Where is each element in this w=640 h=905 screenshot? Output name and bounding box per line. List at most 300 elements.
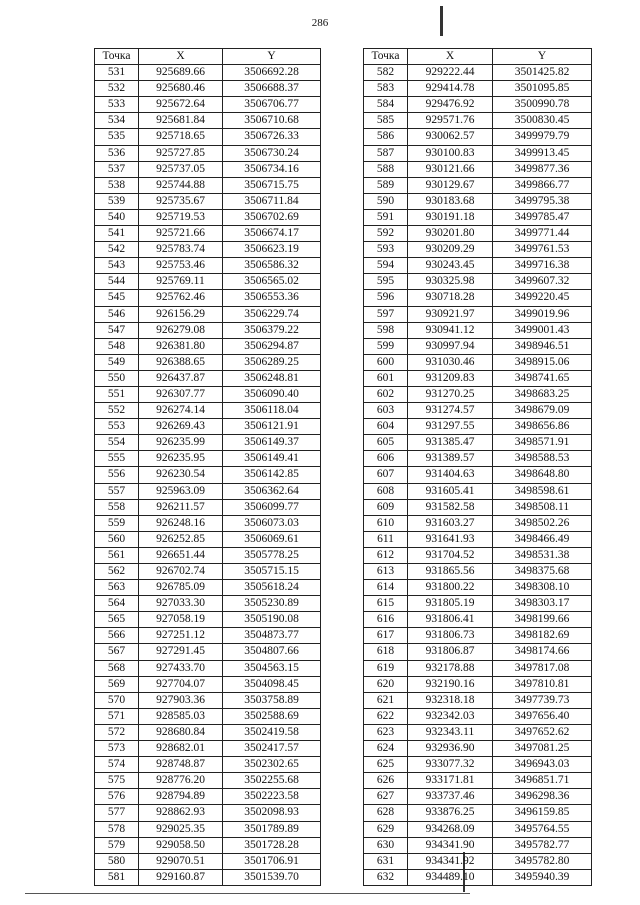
coordinates-table-left: [94, 48, 321, 886]
cell-point: 573: [95, 741, 139, 757]
table-row: [364, 531, 592, 547]
table-row: [95, 531, 321, 547]
cell-x: 926235.99: [139, 435, 223, 451]
cell-point: 612: [364, 547, 408, 563]
cell-x: 931806.87: [408, 644, 493, 660]
cell-x: 929058.50: [139, 837, 223, 853]
table-row: [364, 403, 592, 419]
cell-y: 3499607.32: [493, 274, 592, 290]
cell-y: 3506692.28: [223, 65, 321, 81]
cell-x: 930209.29: [408, 242, 493, 258]
cell-y: 3496851.71: [493, 773, 592, 789]
cell-y: 3499716.38: [493, 258, 592, 274]
cell-point: 571: [95, 708, 139, 724]
table-row: [364, 354, 592, 370]
cell-x: 926702.74: [139, 564, 223, 580]
cell-x: 928776.20: [139, 773, 223, 789]
table-row: [95, 242, 321, 258]
cell-y: 3506586.32: [223, 258, 321, 274]
cell-x: 930201.80: [408, 226, 493, 242]
table-row: [364, 81, 592, 97]
cell-x: 931704.52: [408, 547, 493, 563]
table-row: [95, 338, 321, 354]
cell-y: 3506121.91: [223, 419, 321, 435]
cell-point: 627: [364, 789, 408, 805]
cell-point: 631: [364, 853, 408, 869]
cell-y: 3506294.87: [223, 338, 321, 354]
table-row: [364, 692, 592, 708]
cell-point: 624: [364, 741, 408, 757]
table-row: [364, 869, 592, 885]
cell-y: 3498508.11: [493, 499, 592, 515]
cell-point: 570: [95, 692, 139, 708]
cell-y: 3499220.45: [493, 290, 592, 306]
cell-y: 3506248.81: [223, 370, 321, 386]
cell-point: 626: [364, 773, 408, 789]
table-row: [364, 97, 592, 113]
cell-point: 557: [95, 483, 139, 499]
cell-point: 550: [95, 370, 139, 386]
cell-point: 552: [95, 403, 139, 419]
cell-x: 927033.30: [139, 596, 223, 612]
cell-point: 607: [364, 467, 408, 483]
cell-point: 599: [364, 338, 408, 354]
cell-point: 545: [95, 290, 139, 306]
cell-y: 3506069.61: [223, 531, 321, 547]
cell-point: 576: [95, 789, 139, 805]
cell-y: 3501728.28: [223, 837, 321, 853]
table-row: [364, 547, 592, 563]
header-point: Точка: [364, 49, 408, 65]
table-row: [95, 612, 321, 628]
header-x: X: [408, 49, 493, 65]
cell-x: 926230.54: [139, 467, 223, 483]
cell-y: 3506734.16: [223, 161, 321, 177]
cell-point: 541: [95, 226, 139, 242]
cell-y: 3499877.36: [493, 161, 592, 177]
cell-point: 606: [364, 451, 408, 467]
cell-y: 3500990.78: [493, 97, 592, 113]
cell-y: 3497810.81: [493, 676, 592, 692]
table-row: [95, 65, 321, 81]
table-row: [364, 499, 592, 515]
cell-point: 531: [95, 65, 139, 81]
cell-y: 3499785.47: [493, 209, 592, 225]
cell-y: 3499019.96: [493, 306, 592, 322]
cell-y: 3497739.73: [493, 692, 592, 708]
cell-x: 926269.43: [139, 419, 223, 435]
cell-point: 579: [95, 837, 139, 853]
cell-x: 926248.16: [139, 515, 223, 531]
cell-point: 560: [95, 531, 139, 547]
cell-point: 632: [364, 869, 408, 885]
table-row: [364, 741, 592, 757]
cell-point: 593: [364, 242, 408, 258]
table-row: [95, 676, 321, 692]
scan-edge-line: [25, 893, 470, 894]
table-row: [95, 499, 321, 515]
cell-point: 546: [95, 306, 139, 322]
cell-x: 925718.65: [139, 129, 223, 145]
cell-x: 932936.90: [408, 741, 493, 757]
table-row: [364, 306, 592, 322]
cell-x: 930129.67: [408, 177, 493, 193]
cell-x: 931209.83: [408, 370, 493, 386]
table-body-left: [95, 65, 321, 886]
table-row: [95, 113, 321, 129]
cell-x: 925737.05: [139, 161, 223, 177]
cell-x: 932190.16: [408, 676, 493, 692]
table-row: [364, 564, 592, 580]
table-row: [95, 403, 321, 419]
cell-point: 614: [364, 580, 408, 596]
table-row: [364, 789, 592, 805]
cell-y: 3498303.17: [493, 596, 592, 612]
cell-x: 925681.84: [139, 113, 223, 129]
table-row: [364, 660, 592, 676]
cell-x: 926279.08: [139, 322, 223, 338]
cell-x: 925719.53: [139, 209, 223, 225]
cell-point: 629: [364, 821, 408, 837]
table-row: [95, 724, 321, 740]
table-row: [364, 113, 592, 129]
table-row: [364, 65, 592, 81]
cell-point: 561: [95, 547, 139, 563]
cell-point: 609: [364, 499, 408, 515]
cell-x: 931800.22: [408, 580, 493, 596]
cell-point: 590: [364, 193, 408, 209]
cell-x: 931270.25: [408, 386, 493, 402]
cell-x: 926785.09: [139, 580, 223, 596]
table-row: [364, 435, 592, 451]
cell-point: 583: [364, 81, 408, 97]
table-row: [364, 274, 592, 290]
cell-x: 925963.09: [139, 483, 223, 499]
table-row: [95, 306, 321, 322]
table-row: [95, 386, 321, 402]
cell-x: 925689.66: [139, 65, 223, 81]
table-row: [364, 757, 592, 773]
cell-x: 932318.18: [408, 692, 493, 708]
cell-y: 3506379.22: [223, 322, 321, 338]
table-row: [95, 226, 321, 242]
cell-y: 3497656.40: [493, 708, 592, 724]
cell-point: 594: [364, 258, 408, 274]
cell-point: 623: [364, 724, 408, 740]
cell-x: 932342.03: [408, 708, 493, 724]
cell-point: 566: [95, 628, 139, 644]
cell-point: 532: [95, 81, 139, 97]
cell-point: 539: [95, 193, 139, 209]
cell-x: 930100.83: [408, 145, 493, 161]
table-row: [95, 757, 321, 773]
cell-y: 3498915.06: [493, 354, 592, 370]
cell-y: 3501706.91: [223, 853, 321, 869]
cell-y: 3505618.24: [223, 580, 321, 596]
cell-point: 548: [95, 338, 139, 354]
cell-x: 925783.74: [139, 242, 223, 258]
cell-y: 3498308.10: [493, 580, 592, 596]
cell-y: 3506710.68: [223, 113, 321, 129]
cell-point: 535: [95, 129, 139, 145]
cell-y: 3505778.25: [223, 547, 321, 563]
cell-x: 926307.77: [139, 386, 223, 402]
cell-y: 3498598.61: [493, 483, 592, 499]
cell-point: 580: [95, 853, 139, 869]
cell-y: 3499866.77: [493, 177, 592, 193]
table-row: [364, 773, 592, 789]
cell-y: 3506289.25: [223, 354, 321, 370]
cell-y: 3497081.25: [493, 741, 592, 757]
cell-x: 928794.89: [139, 789, 223, 805]
cell-y: 3498502.26: [493, 515, 592, 531]
cell-y: 3506711.84: [223, 193, 321, 209]
cell-y: 3497652.62: [493, 724, 592, 740]
cell-y: 3498648.80: [493, 467, 592, 483]
table-row: [364, 209, 592, 225]
cell-y: 3506149.37: [223, 435, 321, 451]
cell-x: 931806.73: [408, 628, 493, 644]
cell-x: 927704.07: [139, 676, 223, 692]
cell-point: 558: [95, 499, 139, 515]
cell-point: 549: [95, 354, 139, 370]
table-header-row: [95, 49, 321, 65]
cell-point: 630: [364, 837, 408, 853]
cell-point: 585: [364, 113, 408, 129]
table-row: [95, 81, 321, 97]
cell-y: 3506149.41: [223, 451, 321, 467]
table-row: [95, 193, 321, 209]
cell-x: 931385.47: [408, 435, 493, 451]
cell-point: 618: [364, 644, 408, 660]
cell-x: 930718.28: [408, 290, 493, 306]
cell-y: 3505190.08: [223, 612, 321, 628]
cell-point: 559: [95, 515, 139, 531]
cell-y: 3498946.51: [493, 338, 592, 354]
table-row: [364, 837, 592, 853]
cell-point: 598: [364, 322, 408, 338]
cell-x: 928748.87: [139, 757, 223, 773]
cell-point: 603: [364, 403, 408, 419]
cell-y: 3506623.19: [223, 242, 321, 258]
cell-x: 930941.12: [408, 322, 493, 338]
cell-x: 934341.92: [408, 853, 493, 869]
cell-point: 620: [364, 676, 408, 692]
cell-x: 925672.64: [139, 97, 223, 113]
table-row: [95, 580, 321, 596]
cell-x: 929414.78: [408, 81, 493, 97]
cell-x: 930191.18: [408, 209, 493, 225]
cell-point: 567: [95, 644, 139, 660]
cell-y: 3506706.77: [223, 97, 321, 113]
cell-point: 613: [364, 564, 408, 580]
cell-point: 568: [95, 660, 139, 676]
cell-point: 587: [364, 145, 408, 161]
cell-x: 927433.70: [139, 660, 223, 676]
table-row: [364, 161, 592, 177]
cell-x: 931582.58: [408, 499, 493, 515]
cell-x: 930997.94: [408, 338, 493, 354]
table-row: [95, 773, 321, 789]
cell-point: 540: [95, 209, 139, 225]
table-row: [364, 451, 592, 467]
cell-y: 3503758.89: [223, 692, 321, 708]
cell-y: 3506715.75: [223, 177, 321, 193]
cell-x: 928682.01: [139, 741, 223, 757]
table-row: [95, 483, 321, 499]
cell-point: 575: [95, 773, 139, 789]
table-row: [95, 628, 321, 644]
table-header-row: [364, 49, 592, 65]
cell-y: 3496298.36: [493, 789, 592, 805]
cell-point: 605: [364, 435, 408, 451]
cell-point: 589: [364, 177, 408, 193]
table-row: [95, 660, 321, 676]
cell-point: 608: [364, 483, 408, 499]
cell-point: 586: [364, 129, 408, 145]
cell-x: 925721.66: [139, 226, 223, 242]
table-row: [95, 322, 321, 338]
cell-y: 3502302.65: [223, 757, 321, 773]
table-row: [364, 724, 592, 740]
cell-y: 3495764.55: [493, 821, 592, 837]
table-row: [364, 467, 592, 483]
header-y: Y: [223, 49, 321, 65]
cell-x: 934489.10: [408, 869, 493, 885]
cell-x: 926381.80: [139, 338, 223, 354]
cell-y: 3506674.17: [223, 226, 321, 242]
cell-x: 926274.14: [139, 403, 223, 419]
cell-x: 925744.88: [139, 177, 223, 193]
cell-y: 3502098.93: [223, 805, 321, 821]
cell-x: 933737.46: [408, 789, 493, 805]
cell-point: 625: [364, 757, 408, 773]
cell-y: 3504807.66: [223, 644, 321, 660]
table-row: [95, 692, 321, 708]
cell-point: 537: [95, 161, 139, 177]
cell-x: 929160.87: [139, 869, 223, 885]
cell-x: 931389.57: [408, 451, 493, 467]
cell-y: 3501095.85: [493, 81, 592, 97]
table-row: [364, 386, 592, 402]
cell-y: 3498466.49: [493, 531, 592, 547]
cell-y: 3502419.58: [223, 724, 321, 740]
cell-point: 538: [95, 177, 139, 193]
coordinates-table-right: [363, 48, 592, 886]
table-row: [364, 853, 592, 869]
cell-x: 930325.98: [408, 274, 493, 290]
page-number: 286: [311, 17, 329, 29]
cell-x: 925769.11: [139, 274, 223, 290]
cell-x: 932178.88: [408, 660, 493, 676]
table-row: [364, 580, 592, 596]
cell-x: 933077.32: [408, 757, 493, 773]
scan-mark-top: [440, 6, 443, 36]
table-row: [95, 853, 321, 869]
cell-x: 928585.03: [139, 708, 223, 724]
cell-y: 3502417.57: [223, 741, 321, 757]
cell-point: 556: [95, 467, 139, 483]
table-row: [364, 258, 592, 274]
cell-y: 3502223.58: [223, 789, 321, 805]
cell-point: 617: [364, 628, 408, 644]
cell-y: 3506553.36: [223, 290, 321, 306]
table-row: [364, 805, 592, 821]
cell-y: 3506362.64: [223, 483, 321, 499]
table-row: [95, 596, 321, 612]
cell-x: 926437.87: [139, 370, 223, 386]
cell-x: 930921.97: [408, 306, 493, 322]
cell-x: 927058.19: [139, 612, 223, 628]
cell-y: 3497817.08: [493, 660, 592, 676]
table-row: [95, 290, 321, 306]
cell-point: 592: [364, 226, 408, 242]
cell-point: 574: [95, 757, 139, 773]
table-row: [364, 676, 592, 692]
cell-y: 3506688.37: [223, 81, 321, 97]
cell-point: 544: [95, 274, 139, 290]
cell-x: 930183.68: [408, 193, 493, 209]
table-row: [364, 596, 592, 612]
cell-x: 929025.35: [139, 821, 223, 837]
header-x: X: [139, 49, 223, 65]
cell-y: 3506730.24: [223, 145, 321, 161]
cell-y: 3501539.70: [223, 869, 321, 885]
cell-y: 3498531.38: [493, 547, 592, 563]
cell-y: 3499913.45: [493, 145, 592, 161]
cell-y: 3498375.68: [493, 564, 592, 580]
cell-y: 3501425.82: [493, 65, 592, 81]
table-row: [95, 129, 321, 145]
table-row: [95, 145, 321, 161]
cell-y: 3506073.03: [223, 515, 321, 531]
cell-x: 930121.66: [408, 161, 493, 177]
cell-y: 3499761.53: [493, 242, 592, 258]
table-row: [364, 242, 592, 258]
table-row: [364, 644, 592, 660]
cell-point: 595: [364, 274, 408, 290]
cell-point: 582: [364, 65, 408, 81]
cell-y: 3495782.77: [493, 837, 592, 853]
cell-point: 572: [95, 724, 139, 740]
cell-point: 547: [95, 322, 139, 338]
cell-point: 542: [95, 242, 139, 258]
cell-point: 616: [364, 612, 408, 628]
table-row: [95, 564, 321, 580]
table-body-right: [364, 65, 592, 886]
cell-y: 3495782.80: [493, 853, 592, 869]
table-row: [95, 354, 321, 370]
cell-x: 926252.85: [139, 531, 223, 547]
table-row: [364, 370, 592, 386]
table-row: [95, 370, 321, 386]
table-row: [95, 97, 321, 113]
table-row: [364, 338, 592, 354]
cell-point: 543: [95, 258, 139, 274]
cell-point: 536: [95, 145, 139, 161]
cell-point: 563: [95, 580, 139, 596]
cell-y: 3506565.02: [223, 274, 321, 290]
cell-x: 934341.90: [408, 837, 493, 853]
cell-x: 930062.57: [408, 129, 493, 145]
cell-x: 925762.46: [139, 290, 223, 306]
cell-y: 3498588.53: [493, 451, 592, 467]
table-row: [364, 628, 592, 644]
cell-y: 3506090.40: [223, 386, 321, 402]
cell-point: 581: [95, 869, 139, 885]
cell-point: 534: [95, 113, 139, 129]
cell-x: 931605.41: [408, 483, 493, 499]
